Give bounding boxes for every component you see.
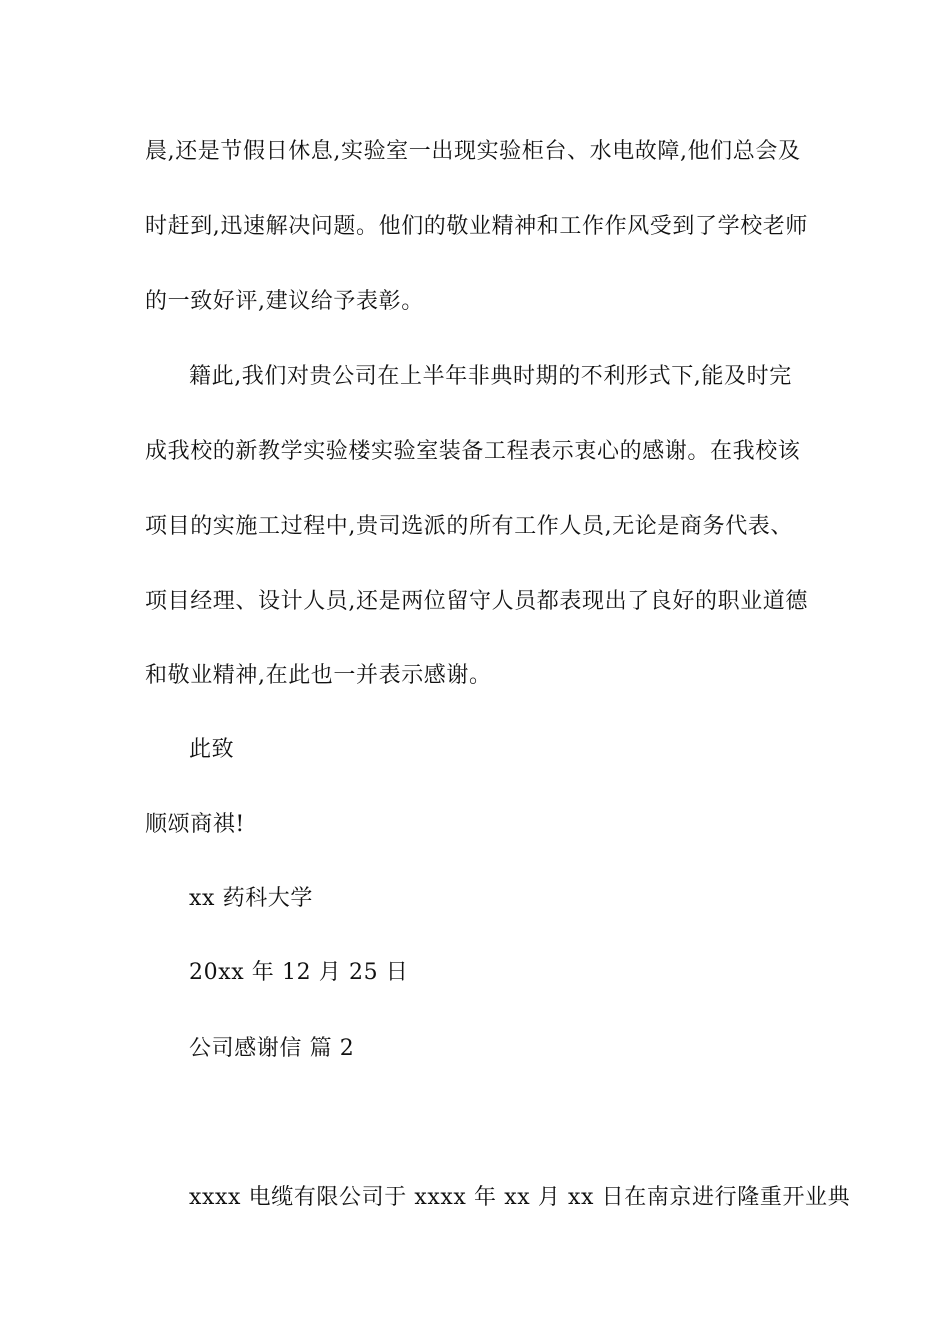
- signature-date: 20xx 年 12 月 25 日: [189, 960, 409, 985]
- paragraph-line: 项目的实施工过程中,贵司选派的所有工作人员,无论是商务代表、: [145, 514, 793, 539]
- closing-line: 顺颂商祺!: [145, 812, 245, 837]
- paragraph-line: 时赶到,迅速解决问题。他们的敬业精神和工作作风受到了学校老师: [145, 214, 808, 239]
- section-title: 公司感谢信 篇 2: [189, 1036, 355, 1061]
- paragraph-line: 成我校的新教学实验楼实验室装备工程表示衷心的感谢。在我校该: [145, 439, 801, 464]
- paragraph-line: 晨,还是节假日休息,实验室一出现实验柜台、水电故障,他们总会及: [145, 139, 801, 164]
- paragraph-line: 项目经理、设计人员,还是两位留守人员都表现出了良好的职业道德: [145, 589, 808, 614]
- paragraph-line: xxxx 电缆有限公司于 xxxx 年 xx 月 xx 日在南京进行隆重开业典: [189, 1185, 851, 1210]
- signature-organization: xx 药科大学: [189, 886, 314, 911]
- salutation-line: 此致: [189, 737, 235, 762]
- paragraph-line: 和敬业精神,在此也一并表示感谢。: [145, 663, 492, 688]
- paragraph-line: 籍此,我们对贵公司在上半年非典时期的不利形式下,能及时完: [189, 364, 792, 389]
- paragraph-line: 的一致好评,建议给予表彰。: [145, 289, 424, 314]
